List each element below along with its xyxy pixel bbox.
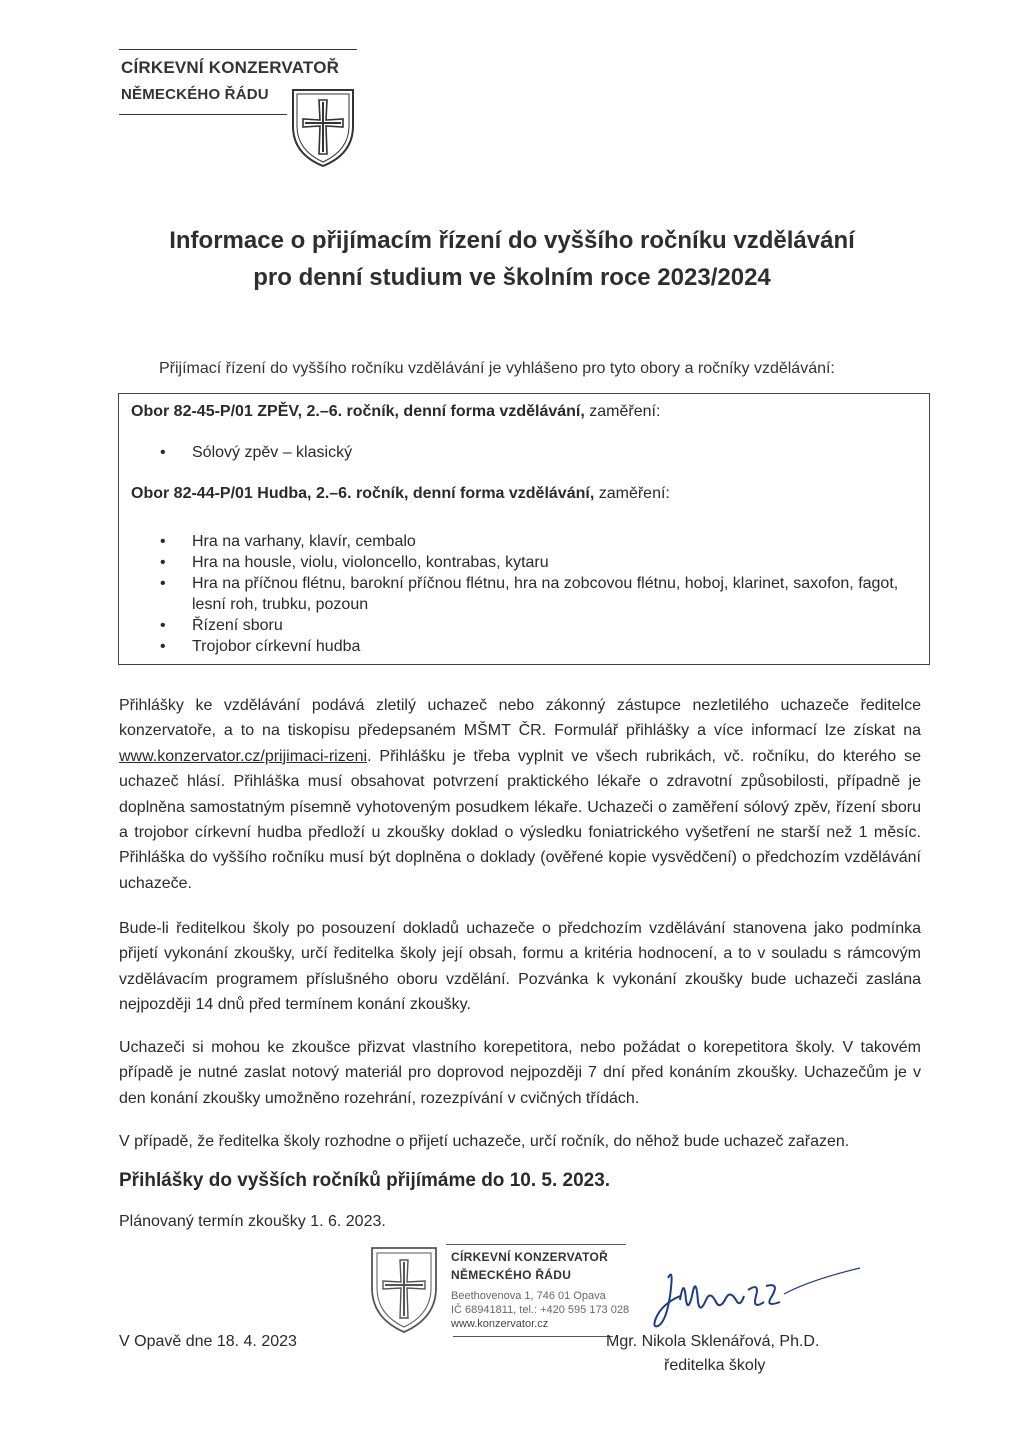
- program-heading-suffix: zaměření:: [584, 403, 661, 420]
- list-item: • Řízení sboru: [160, 615, 906, 636]
- signatory-role: ředitelka školy: [664, 1357, 766, 1374]
- list-item: • Hra na varhany, klavír, cembalo: [160, 531, 906, 552]
- intro-text: Přijímací řízení do vyššího ročníku vzdělávání je vyhlášeno pro tyto obory a ročníky vzdělávání:: [159, 360, 835, 377]
- stamp-shield-icon: [368, 1244, 440, 1336]
- header-bottom-rule: [119, 114, 287, 115]
- paragraph-admission-decision: V případě, že ředitelka školy rozhodne o přijetí uchazeče, určí ročník, do něhož bude uchazeč zařazen.: [119, 1133, 850, 1150]
- handwritten-signature: [640, 1256, 870, 1336]
- paragraph-applications: [119, 693, 921, 896]
- stamp-line1: CÍRKEVNÍ KONZERVATOŘ: [451, 1250, 609, 1264]
- paragraph-text: . Přihlášku je třeba vyplnit ve všech rubrikách, vč. ročníku, do kterého se uchazeč hlásí. Přihláška musí obsahovat potvrzení praktického lékaře o zdravotní způsobilosti, případně je doplněna samostatným písemně vyhotoveným posudkem lékaře. Uchazeči o zaměření sólový zpěv, řízení sboru a trojobor církevní hudba předloží u zkoušky doklad o výsledku foniatrického vyšetření ne starší než 1 měsíc. Přihláška do vyššího ročníku musí být doplněna o doklady (ověřené kopie vysvědčení) o předchozím vzdělávání uchazeče.: [119, 747, 921, 892]
- application-deadline: Přihlášky do vyšších ročníků přijímáme do 10. 5. 2023.: [119, 1170, 611, 1191]
- header-top-rule: [119, 49, 357, 50]
- admissions-link[interactable]: www.konzervator.cz/prijimaci-rizeni: [119, 747, 368, 765]
- paragraph-text: Přihlášky ke vzdělávání podává zletilý uchazeč nebo zákonný zástupce nezletilého uchazeče ředitelce konzervatoře, a to na tiskopisu předepsaném MŠMT ČR. Formulář přihlášky a více informací lze získat na: [119, 697, 921, 740]
- program-heading-suffix: zaměření:: [594, 485, 670, 502]
- paragraph-accompanist: Uchazeči si mohou ke zkoušce přizvat vlastního korepetitora, nebo požádat o korepetitora školy. V takovém případě je nutné zaslat notový materiál pro doprovod nejpozději 7 dní před konáním zkoušky. Uchazečům je v den konání zkoušky umožněno rozehrání, rozezpívání v cvičných třídách.: [119, 1039, 921, 1107]
- list-item: • Trojobor církevní hudba: [160, 636, 906, 657]
- stamp-bottom-rule: [453, 1336, 613, 1337]
- paragraph-exam-conditions: Bude-li ředitelkou školy po posouzení dokladů uchazeče o předchozím vzdělávání stanovena jako podmínka přijetí vykonání zkoušky, určí ředitelka školy její obsah, formu a kritéria hodnocení, a to v souladu s rámcovým vzdělávacím programem příslušného oboru vzdělání. Pozvánka k vykonání zkoušky bude uchazeči zaslána nejpozději 14 dnů před termínem konání zkoušky.: [119, 920, 921, 1014]
- list-item: • Hra na příčnou flétnu, barokní příčnou flétnu, hra na zobcovou flétnu, hoboj, klarinet, saxofon, fagot, lesní roh, trubku, pozoun: [160, 573, 906, 615]
- exam-date: Plánovaný termín zkoušky 1. 6. 2023.: [119, 1213, 386, 1230]
- program-list-zpev: [160, 442, 900, 463]
- page-title-line1: Informace o přijímacím řízení do vyššího ročníku vzdělávání: [169, 227, 855, 254]
- org-name-line2: NĚMECKÉHO ŘÁDU: [121, 86, 269, 103]
- program-heading-text: Obor 82-45-P/01 ZPĚV, 2.–6. ročník, denní forma vzdělávání,: [131, 403, 585, 420]
- program-heading-zpev: [131, 403, 660, 421]
- list-item: • Hra na housle, violu, violoncello, kontrabas, kytaru: [160, 552, 906, 573]
- order-cross-shield-icon: [289, 86, 357, 170]
- page-title-line2: pro denní studium ve školním roce 2023/2024: [253, 264, 771, 291]
- list-item: • Sólový zpěv – klasický: [160, 442, 900, 463]
- place-and-date: V Opavě dne 18. 4. 2023: [119, 1333, 297, 1350]
- stamp-ids: IČ 68941811, tel.: +420 595 173 028: [451, 1304, 630, 1316]
- stamp-web: www.konzervator.cz: [451, 1318, 549, 1330]
- program-heading-text: Obor 82-44-P/01 Hudba, 2.–6. ročník, denní forma vzdělávání,: [131, 485, 595, 502]
- stamp-address: Beethovenova 1, 746 01 Opava: [451, 1290, 606, 1302]
- stamp-top-rule: [446, 1244, 626, 1245]
- signatory-name: Mgr. Nikola Sklenářová, Ph.D.: [606, 1333, 820, 1350]
- org-name-line1: CÍRKEVNÍ KONZERVATOŘ: [121, 58, 340, 77]
- program-heading-hudba: [131, 485, 670, 503]
- program-list-hudba: [160, 531, 906, 657]
- stamp-line2: NĚMECKÉHO ŘÁDU: [451, 1268, 572, 1282]
